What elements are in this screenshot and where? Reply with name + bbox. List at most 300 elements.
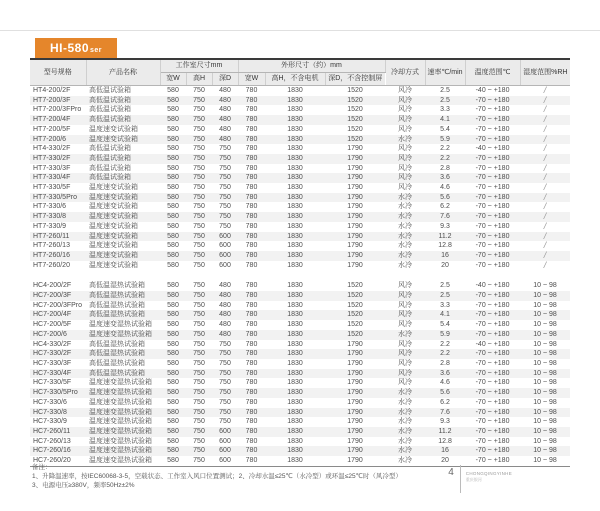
cell-outer-width: 780	[245, 145, 258, 153]
cell-outer-width: 780	[245, 379, 258, 387]
cell-rate: 5.9	[425, 135, 465, 145]
cell-outer-height: 1830	[287, 457, 303, 465]
table-row	[30, 359, 570, 369]
cell-product-name: 温度速变湿热试验箱	[89, 398, 152, 406]
cell-outer-height: 1830	[265, 408, 325, 418]
cell-work-height: 750	[186, 388, 212, 398]
cell-humidity-range: /	[520, 173, 570, 183]
cell-temp-range: -70 ~ +180	[475, 184, 510, 192]
cell-outer-height: 1830	[287, 164, 303, 172]
cell-outer-height: 1830	[265, 154, 325, 164]
cell-outer-width: 780	[238, 154, 265, 164]
cell-work-width: 580	[167, 437, 179, 445]
cell-rate: 5.6	[425, 388, 465, 398]
cell-work-width: 580	[160, 369, 186, 379]
cell-outer-width: 780	[245, 321, 258, 329]
cell-temp-range: -70 ~ +180	[465, 291, 520, 301]
cell-work-height: 750	[186, 310, 212, 320]
cell-work-width: 580	[167, 340, 179, 348]
cell-work-height: 750	[186, 446, 212, 456]
cell-cooling: 水冷	[398, 203, 413, 211]
table-row	[30, 96, 570, 106]
cell-work-width: 580	[167, 321, 179, 329]
cell-product-name: 高低温试验箱	[86, 96, 160, 106]
notes-block	[32, 463, 502, 490]
cell-outer-width: 780	[238, 388, 265, 398]
table-row	[30, 417, 570, 427]
cell-rate: 2.2	[425, 154, 465, 164]
cell-outer-height: 1830	[265, 349, 325, 359]
cell-outer-width: 780	[238, 427, 265, 437]
cell-work-width: 580	[167, 301, 179, 309]
cell-outer-depth: 1790	[325, 154, 385, 164]
notes-title: 备注：	[32, 464, 52, 471]
cell-work-depth: 480	[212, 330, 238, 340]
cell-outer-depth: 1790	[347, 457, 363, 465]
cell-work-width: 580	[160, 212, 186, 222]
cell-work-width: 580	[167, 418, 179, 426]
cell-humidity-range: /	[520, 154, 570, 164]
cell-humidity-range: /	[543, 221, 547, 231]
header-rate: 速率℃/min	[425, 59, 465, 86]
cell-temp-range: -70 ~ +180	[465, 427, 520, 437]
cell-work-width: 580	[160, 291, 186, 301]
cell-humidity-range: 10 ~ 98	[520, 349, 570, 359]
cell-humidity-range: 10 ~ 98	[533, 282, 557, 290]
cell-work-height: 750	[186, 330, 212, 340]
cell-work-depth: 750	[212, 173, 238, 183]
cell-model: HC7-260/11	[30, 427, 86, 437]
cell-cooling: 风冷	[398, 321, 413, 329]
table-row	[30, 202, 570, 212]
table-row	[30, 388, 570, 398]
cell-outer-width: 780	[238, 310, 265, 320]
cell-humidity-range: /	[520, 251, 570, 261]
table-row	[30, 281, 570, 291]
cell-product-name: 温度速变湿热试验箱	[86, 446, 160, 456]
cell-model: HC4-330/2F	[33, 340, 72, 348]
cell-outer-height: 1830	[287, 222, 303, 230]
cell-temp-range: -70 ~ +180	[465, 193, 520, 203]
cell-outer-width: 780	[238, 408, 265, 418]
cell-rate: 3.3	[440, 301, 450, 309]
header-cooling: 冷却方式	[385, 59, 425, 86]
cell-cooling: 风冷	[398, 87, 413, 94]
cell-work-depth: 750	[219, 203, 231, 211]
cell-outer-depth: 1790	[325, 408, 385, 418]
cell-product-name: 温度速变试验箱	[86, 193, 160, 203]
header-work-depth: 深D	[212, 73, 238, 86]
cell-work-depth: 480	[219, 321, 231, 329]
cell-rate: 9.3	[440, 222, 450, 230]
note-line-2: 3、电源电压≥380V，频率50Hz±2%	[32, 482, 135, 489]
cell-outer-height: 1830	[287, 87, 303, 94]
cell-model: HT7-330/2F	[30, 154, 86, 164]
cell-outer-width: 780	[245, 87, 258, 94]
cell-work-depth: 480	[212, 96, 238, 106]
cell-outer-height: 1830	[265, 388, 325, 398]
cell-rate: 16	[425, 251, 465, 261]
cell-work-depth: 750	[219, 359, 231, 367]
cell-humidity-range: /	[520, 135, 570, 145]
cell-outer-width: 780	[245, 340, 258, 348]
cell-outer-depth: 1790	[347, 145, 363, 153]
cell-outer-height: 1830	[265, 193, 325, 203]
cell-outer-height: 1830	[287, 301, 303, 309]
cell-work-width: 580	[160, 310, 186, 320]
cell-rate: 2.5	[425, 96, 465, 106]
cell-model: HC7-330/6	[33, 398, 67, 406]
cell-work-depth: 480	[212, 310, 238, 320]
cell-model: HC7-200/4F	[30, 310, 86, 320]
cell-outer-height: 1830	[287, 321, 303, 329]
cell-outer-depth: 1790	[347, 379, 363, 387]
cell-outer-width: 780	[245, 398, 258, 406]
cell-work-depth: 600	[212, 427, 238, 437]
cell-work-depth: 480	[212, 135, 238, 145]
cell-cooling: 水冷	[385, 135, 425, 145]
cell-model: HT7-260/11	[30, 232, 86, 242]
header-humidity-range: 湿度范围%RH	[520, 59, 570, 86]
cell-work-height: 750	[186, 291, 212, 301]
cell-work-height: 750	[193, 379, 205, 387]
cell-work-depth: 600	[219, 437, 231, 445]
cell-outer-width: 780	[238, 330, 265, 340]
cell-outer-width: 780	[245, 203, 258, 211]
cell-work-depth: 600	[212, 446, 238, 456]
cell-model: HT4-330/2F	[33, 145, 71, 153]
cell-work-height: 750	[193, 418, 205, 426]
cell-outer-depth: 1790	[347, 222, 363, 230]
cell-cooling: 风冷	[398, 359, 413, 367]
cell-work-depth: 480	[219, 282, 231, 290]
cell-product-name: 温度速变湿热试验箱	[86, 330, 160, 340]
cell-outer-width: 780	[245, 261, 258, 269]
cell-product-name: 温度速变试验箱	[89, 242, 138, 250]
cell-humidity-range: /	[543, 163, 547, 173]
page-number: 4	[448, 467, 454, 478]
cell-cooling: 水冷	[385, 427, 425, 437]
cell-product-name: 温度速变试验箱	[86, 135, 160, 145]
table-row	[30, 310, 570, 320]
cell-temp-range: -70 ~ +180	[475, 203, 510, 211]
table-row	[30, 193, 570, 203]
cell-work-depth: 600	[219, 457, 231, 465]
cell-model: HT7-330/5Pro	[30, 193, 86, 203]
cell-temp-range: -70 ~ +180	[465, 135, 520, 145]
table-row	[30, 251, 570, 261]
cell-rate: 6.2	[440, 203, 450, 211]
cell-work-height: 750	[186, 349, 212, 359]
cell-outer-height: 1830	[287, 261, 303, 269]
cell-product-name: 温度速变试验箱	[86, 251, 160, 261]
cell-work-height: 750	[186, 369, 212, 379]
cell-rate: 5.9	[425, 330, 465, 340]
cell-work-depth: 600	[212, 232, 238, 242]
cell-work-depth: 480	[219, 106, 231, 114]
cell-work-height: 750	[193, 398, 205, 406]
table-row	[30, 164, 570, 174]
cell-rate: 12.8	[438, 242, 452, 250]
cell-humidity-range: /	[543, 124, 547, 134]
cell-outer-width: 780	[245, 437, 258, 445]
cell-outer-height: 1830	[287, 106, 303, 114]
cell-outer-height: 1830	[287, 184, 303, 192]
cell-outer-depth: 1790	[325, 446, 385, 456]
cell-outer-depth: 1790	[347, 398, 363, 406]
series-logo-suffix: ser	[90, 46, 103, 54]
cell-humidity-range: 10 ~ 98	[520, 330, 570, 340]
cell-work-width: 580	[160, 408, 186, 418]
table-row	[30, 173, 570, 183]
cell-outer-width: 780	[238, 212, 265, 222]
cell-cooling: 风冷	[385, 310, 425, 320]
cell-product-name: 高低温试验箱	[89, 106, 131, 114]
cell-outer-depth: 1520	[325, 96, 385, 106]
cell-humidity-range: 10 ~ 98	[533, 418, 557, 426]
cell-work-height: 750	[193, 125, 205, 133]
cell-cooling: 水冷	[398, 418, 413, 426]
cell-model: HT7-200/6	[30, 135, 86, 145]
page-top-rule	[0, 30, 600, 31]
cell-cooling: 风冷	[398, 379, 413, 387]
cell-product-name: 高低温试验箱	[86, 173, 160, 183]
cell-work-depth: 480	[212, 115, 238, 125]
header-work-width: 宽W	[160, 73, 186, 86]
cell-product-name: 高低温试验箱	[86, 115, 160, 125]
cell-outer-height: 1830	[287, 145, 303, 153]
cell-outer-height: 1830	[287, 359, 303, 367]
cell-work-height: 750	[186, 96, 212, 106]
cell-outer-depth: 1520	[325, 291, 385, 301]
cell-work-height: 750	[186, 408, 212, 418]
cell-temp-range: -40 ~ +180	[475, 282, 510, 290]
cell-rate: 20	[441, 261, 449, 269]
cell-outer-height: 1830	[265, 291, 325, 301]
cell-work-width: 580	[160, 349, 186, 359]
cell-rate: 3.6	[425, 173, 465, 183]
cell-product-name: 温度速变湿热试验箱	[86, 408, 160, 418]
cell-outer-width: 780	[238, 173, 265, 183]
cell-work-depth: 750	[219, 379, 231, 387]
cell-work-width: 580	[167, 379, 179, 387]
cell-rate: 6.2	[440, 398, 450, 406]
cell-rate: 2.2	[425, 349, 465, 359]
cell-temp-range: -70 ~ +180	[475, 359, 510, 367]
cell-rate: 2.8	[440, 164, 450, 172]
cell-product-name: 高低温湿热试验箱	[89, 340, 145, 348]
cell-humidity-range: /	[543, 85, 547, 95]
cell-work-height: 750	[193, 87, 205, 94]
cell-temp-range: -70 ~ +180	[475, 164, 510, 172]
cell-outer-height: 1830	[265, 135, 325, 145]
cell-work-depth: 750	[219, 340, 231, 348]
cell-rate: 2.2	[440, 340, 450, 348]
cell-product-name: 高低温试验箱	[89, 164, 131, 172]
cell-work-width: 580	[167, 145, 179, 153]
cell-humidity-range: 10 ~ 98	[520, 408, 570, 418]
cell-humidity-range: /	[543, 144, 547, 154]
cell-product-name: 高低温湿热试验箱	[89, 301, 145, 309]
cell-product-name: 高低温试验箱	[89, 87, 131, 94]
cell-product-name: 温度速变湿热试验箱	[89, 418, 152, 426]
cell-cooling: 风冷	[398, 340, 413, 348]
cell-product-name: 温度速变试验箱	[89, 222, 138, 230]
cell-outer-depth: 1520	[325, 330, 385, 340]
cell-outer-height: 1830	[265, 173, 325, 183]
cell-work-width: 580	[160, 232, 186, 242]
table-row	[30, 437, 570, 447]
cell-work-height: 750	[193, 222, 205, 230]
section-ht-rows	[30, 86, 570, 271]
cell-temp-range: -70 ~ +180	[465, 115, 520, 125]
brand-name-en: CHONGQINGYINHE	[465, 471, 512, 476]
table-row	[30, 241, 570, 251]
cell-outer-width: 780	[238, 96, 265, 106]
cell-work-depth: 600	[212, 251, 238, 261]
cell-humidity-range: 10 ~ 98	[520, 446, 570, 456]
cell-outer-depth: 1790	[325, 212, 385, 222]
cell-product-name: 高低温湿热试验箱	[86, 310, 160, 320]
cell-work-height: 750	[193, 261, 205, 269]
cell-outer-width: 780	[245, 457, 258, 465]
cell-work-height: 750	[193, 164, 205, 172]
cell-outer-depth: 1520	[347, 301, 363, 309]
cell-outer-height: 1830	[287, 418, 303, 426]
cell-outer-depth: 1520	[325, 310, 385, 320]
cell-outer-depth: 1790	[325, 251, 385, 261]
cell-rate: 2.8	[440, 359, 450, 367]
page-footer	[448, 465, 512, 493]
cell-outer-depth: 1790	[347, 242, 363, 250]
cell-work-width: 580	[167, 125, 179, 133]
cell-rate: 9.3	[440, 418, 450, 426]
cell-cooling: 风冷	[398, 125, 413, 133]
cell-outer-height: 1830	[287, 125, 303, 133]
cell-work-depth: 750	[212, 388, 238, 398]
cell-product-name: 高低温湿热试验箱	[89, 359, 145, 367]
cell-outer-height: 1830	[287, 282, 303, 290]
cell-work-width: 580	[167, 282, 179, 290]
cell-humidity-range: /	[543, 183, 547, 193]
cell-temp-range: -70 ~ +180	[465, 251, 520, 261]
cell-rate: 4.6	[440, 184, 450, 192]
cell-outer-depth: 1520	[325, 135, 385, 145]
cell-cooling: 风冷	[398, 184, 413, 192]
cell-outer-depth: 1790	[347, 340, 363, 348]
cell-work-width: 580	[167, 261, 179, 269]
cell-product-name: 高低温湿热试验箱	[86, 349, 160, 359]
cell-humidity-range: 10 ~ 98	[533, 301, 557, 309]
cell-cooling: 风冷	[385, 291, 425, 301]
cell-outer-depth: 1790	[347, 261, 363, 269]
cell-work-depth: 480	[219, 125, 231, 133]
footer-divider	[460, 465, 461, 493]
cell-outer-depth: 1790	[325, 173, 385, 183]
cell-model: HC7-330/4F	[30, 369, 86, 379]
cell-temp-range: -70 ~ +180	[475, 398, 510, 406]
cell-outer-width: 780	[245, 164, 258, 172]
cell-work-height: 750	[193, 145, 205, 153]
cell-outer-height: 1830	[287, 242, 303, 250]
table-row	[30, 232, 570, 242]
cell-work-width: 580	[167, 222, 179, 230]
cell-cooling: 水冷	[385, 408, 425, 418]
cell-product-name: 温度速变试验箱	[86, 232, 160, 242]
cell-product-name: 高低温湿热试验箱	[89, 282, 145, 290]
cell-work-depth: 750	[219, 398, 231, 406]
cell-humidity-range: /	[520, 232, 570, 242]
cell-temp-range: -70 ~ +180	[465, 330, 520, 340]
cell-outer-depth: 1790	[325, 232, 385, 242]
cell-work-height: 750	[193, 359, 205, 367]
cell-outer-height: 1830	[265, 115, 325, 125]
cell-work-depth: 750	[219, 184, 231, 192]
cell-cooling: 风冷	[398, 164, 413, 172]
cell-outer-width: 780	[238, 251, 265, 261]
cell-model: HC7-260/13	[33, 437, 71, 445]
cell-outer-height: 1830	[265, 251, 325, 261]
brand-name-cn: 重庆银河	[465, 477, 482, 482]
table-row	[30, 105, 570, 115]
cell-work-depth: 750	[212, 349, 238, 359]
cell-cooling: 风冷	[385, 96, 425, 106]
cell-work-depth: 600	[219, 242, 231, 250]
table-row	[30, 125, 570, 135]
cell-work-height: 750	[193, 457, 205, 465]
cell-outer-depth: 1520	[347, 282, 363, 290]
cell-work-depth: 750	[219, 145, 231, 153]
cell-temp-range: -70 ~ +180	[475, 379, 510, 387]
cell-product-name: 温度速变试验箱	[89, 261, 138, 269]
table-row	[30, 183, 570, 193]
cell-rate: 4.1	[425, 310, 465, 320]
cell-outer-height: 1830	[287, 437, 303, 445]
cell-rate: 2.2	[440, 145, 450, 153]
cell-work-width: 580	[160, 251, 186, 261]
cell-work-height: 750	[186, 135, 212, 145]
cell-rate: 3.3	[440, 106, 450, 114]
cell-temp-range: -70 ~ +180	[465, 310, 520, 320]
cell-humidity-range: /	[543, 202, 547, 212]
cell-cooling: 水冷	[385, 193, 425, 203]
cell-outer-width: 780	[238, 135, 265, 145]
cell-work-width: 580	[160, 154, 186, 164]
cell-work-width: 580	[160, 115, 186, 125]
cell-outer-height: 1830	[287, 340, 303, 348]
cell-work-depth: 600	[219, 261, 231, 269]
cell-temp-range: -70 ~ +180	[475, 418, 510, 426]
cell-work-height: 750	[193, 437, 205, 445]
table-row	[30, 408, 570, 418]
cell-work-height: 750	[193, 184, 205, 192]
cell-outer-width: 780	[245, 301, 258, 309]
cell-work-width: 580	[160, 135, 186, 145]
header-temp-range: 温度范围℃	[465, 59, 520, 86]
cell-work-width: 580	[167, 398, 179, 406]
cell-model: HC7-330/8	[30, 408, 86, 418]
cell-humidity-range: 10 ~ 98	[533, 340, 557, 348]
cell-model: HC7-330/5F	[33, 379, 72, 387]
cell-humidity-range: /	[520, 193, 570, 203]
cell-model: HT7-200/5F	[33, 125, 71, 133]
cell-outer-depth: 1790	[325, 427, 385, 437]
cell-outer-width: 780	[245, 282, 258, 290]
cell-work-depth: 750	[212, 154, 238, 164]
cell-product-name: 高低温湿热试验箱	[86, 369, 160, 379]
cell-work-width: 580	[167, 242, 179, 250]
cell-cooling: 风冷	[385, 369, 425, 379]
